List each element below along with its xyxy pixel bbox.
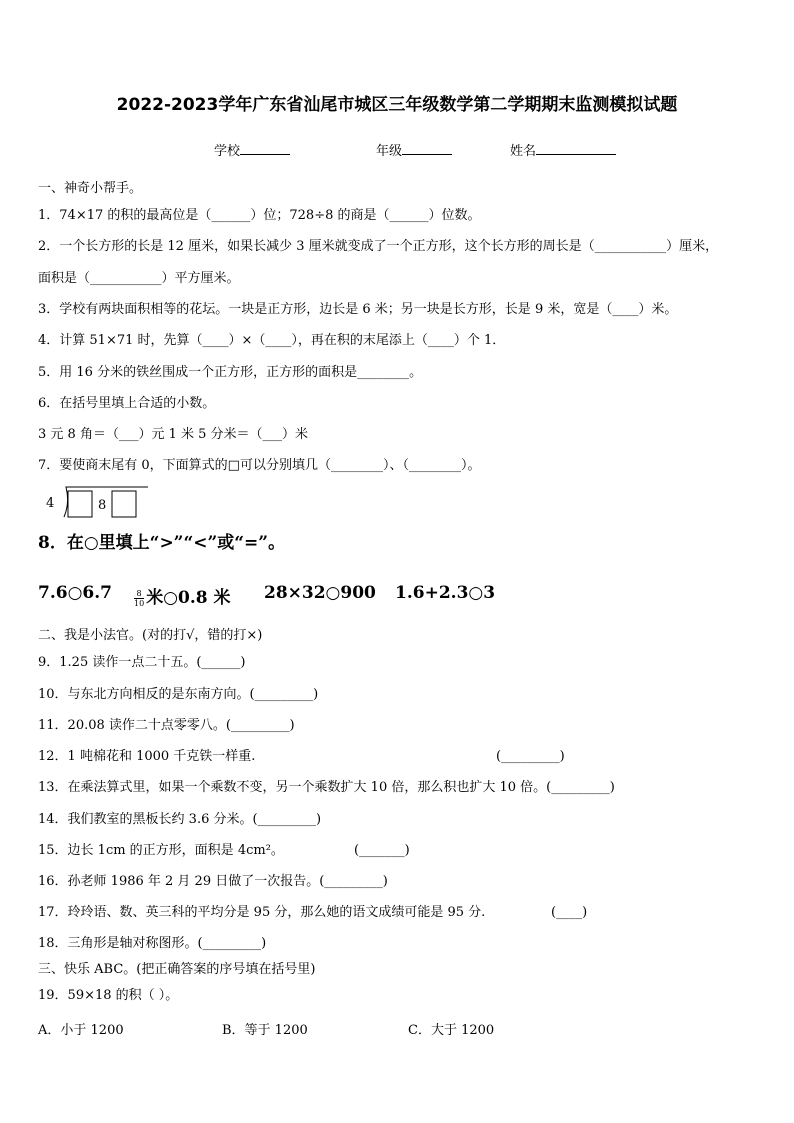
option-b[interactable]: B．等于 1200 bbox=[222, 1023, 308, 1038]
question-10: 10．与东北方向相反的是东南方向。(_________) bbox=[38, 687, 319, 702]
section-3-heading: 三、快乐 ABC。(把正确答案的序号填在括号里) bbox=[38, 962, 316, 977]
grade-field: 年级 bbox=[376, 140, 452, 159]
question-5: 5．用 16 分米的铁丝围成一个正方形，正方形的面积是________。 bbox=[38, 365, 423, 380]
question-15: 15．边长 1cm 的正方形，面积是 4cm²。 bbox=[38, 843, 284, 858]
digit-box-2[interactable] bbox=[112, 491, 136, 517]
question-4: 4．计算 51×71 时，先算（____）×（____），再在积的末尾添上（____）个 1． bbox=[38, 333, 506, 348]
school-field: 学校 bbox=[214, 140, 290, 159]
option-a[interactable]: A．小于 1200 bbox=[38, 1023, 124, 1038]
question-9: 9．1.25 读作一点二十五。(______) bbox=[38, 655, 246, 670]
question-12: 12．1 吨棉花和 1000 千克铁一样重. bbox=[38, 749, 256, 764]
question-19: 19．59×18 的积（ ）。 bbox=[38, 988, 179, 1003]
question-1: 1．74×17 的积的最高位是（______）位；728÷8 的商是（______）位数。 bbox=[38, 208, 481, 223]
name-blank[interactable] bbox=[536, 141, 616, 155]
page-title: 2022-2023学年广东省汕尾市城区三年级数学第二学期期末监测模拟试题 bbox=[116, 95, 678, 115]
compare-4: 1.6+2.3○3 bbox=[395, 583, 496, 603]
compare-3: 28×32○900 bbox=[264, 583, 376, 603]
question-6: 6．在括号里填上合适的小数。 bbox=[38, 396, 216, 411]
school-blank[interactable] bbox=[240, 141, 290, 155]
question-14: 14．我们教室的黑板长约 3.6 分米。(_________) bbox=[38, 812, 322, 827]
fraction: $\frac{8}{10}$ bbox=[134, 589, 145, 608]
question-7: 7．要使商末尾有 0，下面算式的□可以分别填几（________）、（________）。 bbox=[38, 458, 481, 473]
question-18: 18．三角形是轴对称图形。(_________) bbox=[38, 936, 267, 951]
question-2-line-1: 2．一个长方形的长是 12 厘米，如果长减少 3 厘米就变成了一个正方形，这个长方形的周长是（___________）厘米， bbox=[38, 239, 719, 254]
long-division-figure bbox=[44, 485, 154, 521]
name-field: 姓名 bbox=[510, 140, 616, 159]
question-11: 11．20.08 读作二十点零零八。(_________) bbox=[38, 718, 295, 733]
question-2-line-2: 面积是（___________）平方厘米。 bbox=[38, 271, 240, 286]
compare-1: 7.6○6.7 bbox=[38, 583, 112, 603]
question-16: 16．孙老师 1986 年 2 月 29 日做了一次报告。(_________) bbox=[38, 874, 388, 889]
grade-blank[interactable] bbox=[402, 141, 452, 155]
question-13: 13．在乘法算式里，如果一个乘数不变，另一个乘数扩大 10 倍，那么积也扩大 10 倍。(_________) bbox=[38, 780, 615, 795]
dividend-digit: 8 bbox=[98, 498, 107, 513]
question-15-answer[interactable]: (_______) bbox=[354, 843, 410, 858]
section-2-heading: 二、我是小法官。(对的打√，错的打×) bbox=[38, 628, 263, 643]
question-6-items: 3 元 8 角＝（___）元 1 米 5 分米＝（___）米 bbox=[38, 427, 309, 442]
section-1-heading: 一、神奇小帮手。 bbox=[38, 181, 143, 196]
compare-2: $\frac{8}{10}$ 米○0.8 米 bbox=[134, 588, 231, 608]
option-c[interactable]: C．大于 1200 bbox=[408, 1023, 495, 1038]
question-3: 3．学校有两块面积相等的花坛。一块是正方形，边长是 6 米；另一块是长方形，长是 9 米，宽是（____）米。 bbox=[38, 302, 678, 317]
digit-box-1[interactable] bbox=[68, 491, 92, 517]
question-17-answer[interactable]: (____) bbox=[551, 905, 588, 920]
question-12-answer[interactable]: (_________) bbox=[496, 749, 565, 764]
divisor: 4 bbox=[46, 496, 55, 511]
question-8: 8．在○里填上“>”“<”或“=”。 bbox=[38, 533, 286, 553]
question-17: 17．玲玲语、数、英三科的平均分是 95 分，那么她的语文成绩可能是 95 分. bbox=[38, 905, 486, 920]
